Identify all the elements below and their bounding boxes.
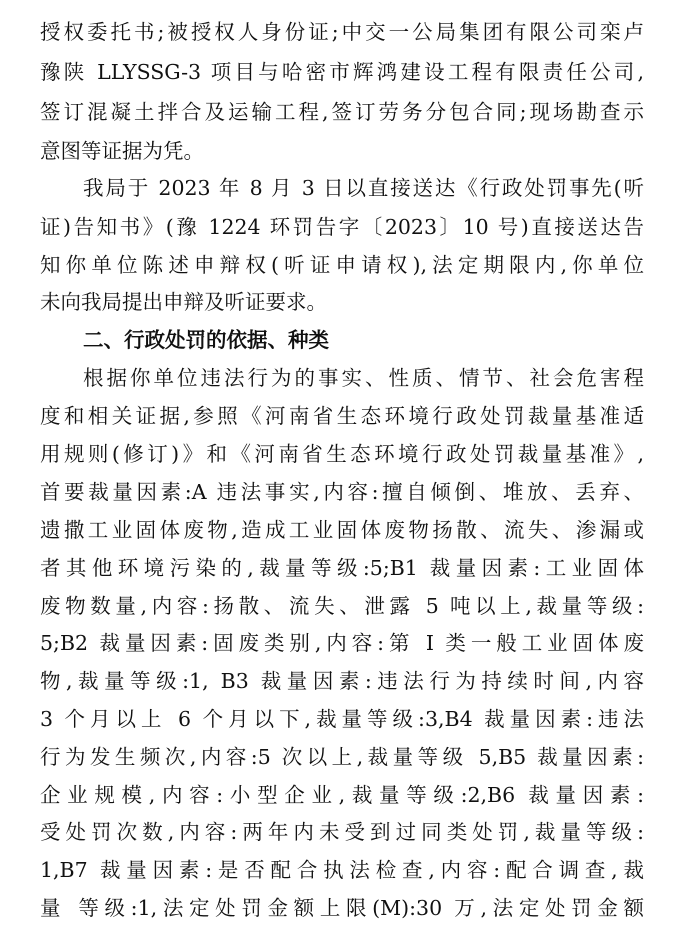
text-line: 用规则(修订)》和《河南省生态环境行政处罚裁量基准》, (40, 442, 644, 466)
text-line: 者其他环境污染的,裁量等级:5;B1 裁量因素:工业固体 (40, 556, 644, 580)
text-line: 证)告知书》(豫 1224 环罚告字〔2023〕10 号)直接送达告 (40, 215, 644, 239)
text-line: 受处罚次数,内容:两年内未受到过同类处罚,裁量等级: (40, 820, 644, 844)
text-line: 物,裁量等级:1, B3 裁量因素:违法行为持续时间,内容 (40, 669, 644, 693)
paragraph-first-line: 根据你单位违法行为的事实、性质、情节、社会危害程 (83, 366, 644, 390)
text-line: 1,B7 裁量因素:是否配合执法检查,内容:配合调查,裁 (40, 858, 644, 882)
text-line: 知你单位陈述申辩权(听证申请权),法定期限内,你单位 (40, 253, 644, 277)
text-line: 废物数量,内容:扬散、流失、泄露 5 吨以上,裁量等级: (40, 594, 644, 618)
section-heading: 二、行政处罚的依据、种类 (83, 328, 329, 352)
text-line: 签订混凝土拌合及运输工程,签订劳务分包合同;现场勘查示 (40, 100, 644, 124)
text-line: 3 个月以上 6 个月以下,裁量等级:3,B4 裁量因素:违法 (40, 707, 644, 731)
text-line: 意图等证据为凭。 (40, 139, 204, 163)
text-line: 豫陕 LLYSSG-3 项目与哈密市辉鸿建设工程有限责任公司, (40, 60, 644, 84)
text-line: 首要裁量因素:A 违法事实,内容:擅自倾倒、堆放、丢弃、 (40, 480, 644, 504)
text-line: 未向我局提出申辩及听证要求。 (40, 290, 327, 314)
text-line: 遗撒工业固体废物,造成工业固体废物扬散、流失、渗漏或 (40, 518, 644, 542)
text-line: 5;B2 裁量因素:固废类别,内容:第 I 类一般工业固体废 (40, 631, 644, 655)
paragraph-first-line: 我局于 2023 年 8 月 3 日以直接送达《行政处罚事先(听 (83, 176, 644, 200)
text-line: 企业规模,内容:小型企业,裁量等级:2,B6 裁量因素: (40, 783, 644, 807)
text-line: 授权委托书;被授权人身份证;中交一公局集团有限公司栾卢 (40, 20, 644, 44)
text-line: 行为发生频次,内容:5 次以上,裁量等级 5,B5 裁量因素: (40, 745, 644, 769)
text-line: 量 等级:1,法定处罚金额上限(M):30 万,法定处罚金额 (40, 896, 644, 920)
text-line: 度和相关证据,参照《河南省生态环境行政处罚裁量基准适 (40, 404, 644, 428)
